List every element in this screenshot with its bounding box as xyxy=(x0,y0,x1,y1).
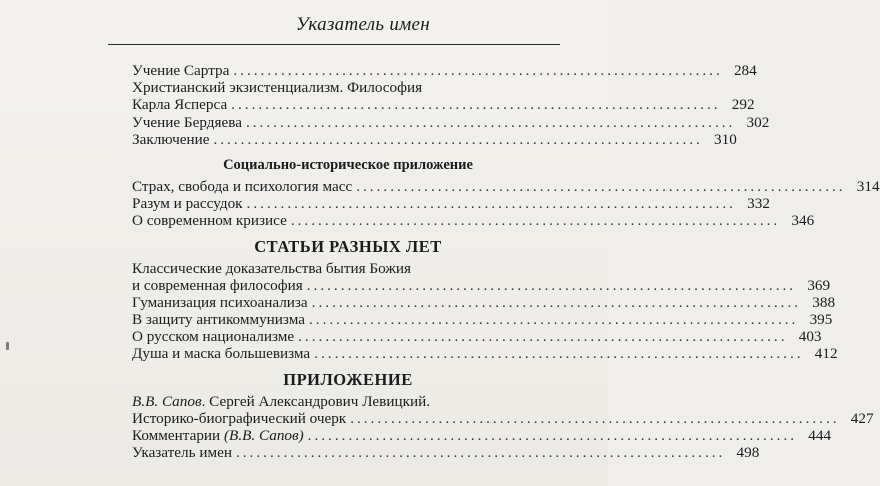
leader-dots: ........................................................................ xyxy=(314,345,804,363)
toc-entry xyxy=(132,409,874,427)
leader-dots: ........................................................................ xyxy=(245,113,736,131)
leader-dots: ........................................................................ xyxy=(233,62,723,79)
toc-entry-page: 302 xyxy=(746,113,770,131)
leader-dots: ........................................................................ xyxy=(231,96,721,114)
toc-entry xyxy=(132,79,564,96)
toc-entry-title: Страх, свобода и психология масс xyxy=(132,177,353,195)
toc-entry-page: 314 xyxy=(856,177,880,195)
appendix-author: В.В. Сапов xyxy=(132,392,202,410)
toc-entry-title: Историко-биографический очерк xyxy=(132,409,347,427)
toc-entry-title-editor: (В.В. Сапов) xyxy=(223,427,304,444)
leader-dots: ........................................................................ xyxy=(298,328,788,346)
leader-dots: ........................................................................ xyxy=(246,195,736,213)
toc-entry-title: Указатель имен xyxy=(132,444,232,462)
section-heading: ПРИЛОЖЕНИЕ xyxy=(283,369,413,389)
toc-entry-title: Классические доказательства бытия Божия xyxy=(132,259,411,277)
leader-dots: ........................................................................ xyxy=(311,293,802,311)
toc-entry-title xyxy=(132,393,564,410)
leader-dots: ........................................................................ xyxy=(213,130,703,148)
section-heading: Социально-историческое приложение xyxy=(223,156,473,173)
toc-entry xyxy=(132,311,833,329)
toc-entry-title: Душа и маска большевизма xyxy=(132,345,311,363)
leader-dots: ........................................................................ xyxy=(350,409,840,427)
section-heading: СТАТЬИ РАЗНЫХ ЛЕТ xyxy=(254,236,442,256)
toc-entry xyxy=(132,62,757,79)
toc-entry-title: Учение Бердяева xyxy=(132,113,242,131)
leader-dots: ........................................................................ xyxy=(307,427,798,444)
toc-entry-title-text: Комментарии xyxy=(132,427,224,444)
toc-entry xyxy=(132,393,564,410)
toc-entry-title: В защиту антикоммунизма xyxy=(132,311,305,329)
toc-entry xyxy=(132,444,760,462)
toc-entry xyxy=(132,328,822,346)
toc-entry-page: 427 xyxy=(850,409,874,427)
toc-entry xyxy=(132,195,770,213)
toc-entry-page: 369 xyxy=(807,276,831,294)
toc-entry-page: 292 xyxy=(731,96,755,114)
running-head: Указатель имен xyxy=(295,14,430,35)
header-rule xyxy=(108,44,560,45)
toc-entry-page: 395 xyxy=(809,311,833,329)
toc-entry xyxy=(132,260,564,277)
toc-entry xyxy=(132,212,815,230)
toc-entry-title: Заключение xyxy=(132,130,210,148)
toc-entry-title: Разум и рассудок xyxy=(132,195,243,213)
table-of-contents xyxy=(132,62,880,462)
toc-entry xyxy=(132,177,880,195)
leader-dots: ........................................................................ xyxy=(308,311,799,329)
toc-entry-title: Учение Сартра xyxy=(132,62,230,79)
toc-entry xyxy=(132,96,755,114)
toc-entry xyxy=(132,130,737,148)
leader-dots: ........................................................................ xyxy=(356,177,846,195)
toc-entry-title: Гуманизация психоанализа xyxy=(132,293,308,311)
toc-entry-title: Христианский экзистенциализм. Философия xyxy=(132,79,423,97)
toc-entry-page: 412 xyxy=(814,345,838,363)
toc-entry-page: 403 xyxy=(798,328,822,346)
toc-entry-title: и современная философия xyxy=(132,276,303,294)
toc-entry-title xyxy=(132,427,304,444)
page-mark xyxy=(6,342,9,350)
appendix-title: . Сергей Александрович Левицкий. xyxy=(201,392,431,410)
toc-entry xyxy=(132,427,832,444)
toc-entry-page: 346 xyxy=(791,212,815,230)
toc-entry-page: 498 xyxy=(736,444,760,462)
toc-entry-title: О русском национализме xyxy=(132,328,295,346)
leader-dots: ........................................................................ xyxy=(306,276,797,294)
toc-entry-page: 310 xyxy=(714,130,737,148)
toc-entry xyxy=(132,276,831,294)
toc-entry-page: 388 xyxy=(812,293,836,311)
toc-entry-title: Карла Ясперса xyxy=(132,96,228,114)
toc-entry-page: 444 xyxy=(808,427,832,444)
leader-dots: ........................................................................ xyxy=(290,212,781,230)
toc-entry xyxy=(132,113,770,131)
toc-entry-page: 332 xyxy=(747,195,770,213)
toc-entry xyxy=(132,293,836,311)
toc-entry-title: О современном кризисе xyxy=(132,212,287,230)
toc-entry xyxy=(132,345,838,363)
toc-entry-page: 284 xyxy=(733,62,757,79)
leader-dots: ........................................................................ xyxy=(235,444,726,462)
